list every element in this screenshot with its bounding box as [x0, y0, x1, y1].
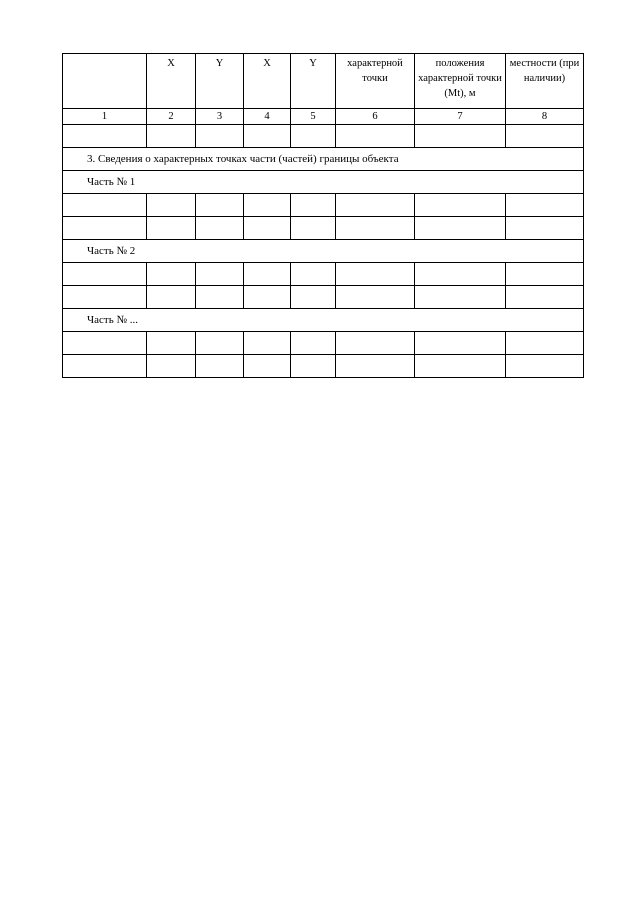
column-number: 2	[147, 109, 196, 125]
section-title-row	[63, 148, 584, 171]
table-cell	[63, 263, 147, 286]
table-cell	[415, 125, 506, 148]
table-cell	[147, 125, 196, 148]
table-cell	[506, 263, 584, 286]
table-row	[63, 194, 584, 217]
table-row	[63, 217, 584, 240]
column-number-row	[63, 109, 584, 125]
table-cell	[196, 332, 244, 355]
table-cell	[196, 286, 244, 309]
table-cell	[244, 217, 291, 240]
coordinates-table	[62, 53, 584, 378]
table-cell	[196, 263, 244, 286]
table-cell	[506, 286, 584, 309]
table-row	[63, 286, 584, 309]
table-cell	[196, 125, 244, 148]
table-cell	[147, 355, 196, 378]
table-cell	[506, 217, 584, 240]
column-number: 8	[506, 109, 584, 125]
table-cell	[291, 286, 336, 309]
table-cell	[63, 217, 147, 240]
table-cell	[147, 286, 196, 309]
table-cell	[415, 217, 506, 240]
table-row	[63, 125, 584, 148]
table-cell	[336, 332, 415, 355]
part-label: Часть № 1	[63, 171, 584, 194]
column-number: 4	[244, 109, 291, 125]
table-row	[63, 263, 584, 286]
header-cell: Y	[291, 54, 336, 109]
table-cell	[196, 355, 244, 378]
table-cell	[506, 355, 584, 378]
header-cell: местности (при наличии)	[506, 54, 584, 109]
table-cell	[244, 355, 291, 378]
table-cell	[244, 332, 291, 355]
table-cell	[415, 263, 506, 286]
header-cell: X	[147, 54, 196, 109]
table-cell	[415, 332, 506, 355]
table-cell	[291, 194, 336, 217]
table-cell	[196, 217, 244, 240]
table-cell	[147, 332, 196, 355]
column-number: 5	[291, 109, 336, 125]
header-cell	[63, 54, 147, 109]
table-cell	[291, 217, 336, 240]
table-cell	[506, 332, 584, 355]
section-title: 3. Сведения о характерных точках части (частей) границы объекта	[63, 148, 584, 171]
column-number: 7	[415, 109, 506, 125]
table-cell	[147, 263, 196, 286]
table-cell	[506, 125, 584, 148]
table-cell	[244, 194, 291, 217]
table-cell	[63, 355, 147, 378]
table-cell	[291, 263, 336, 286]
table-cell	[336, 263, 415, 286]
table-cell	[291, 332, 336, 355]
header-cell: характерной точки	[336, 54, 415, 109]
table-cell	[147, 217, 196, 240]
table-cell	[336, 194, 415, 217]
table-cell	[63, 286, 147, 309]
table-cell	[291, 355, 336, 378]
header-cell: X	[244, 54, 291, 109]
table-cell	[63, 332, 147, 355]
table-cell	[291, 125, 336, 148]
part-label-row	[63, 240, 584, 263]
table-cell	[147, 194, 196, 217]
column-number: 6	[336, 109, 415, 125]
part-label-row	[63, 171, 584, 194]
table-cell	[63, 125, 147, 148]
header-cell: положения характерной точки (Mt), м	[415, 54, 506, 109]
header-cell: Y	[196, 54, 244, 109]
table-cell	[506, 194, 584, 217]
part-label: Часть № 2	[63, 240, 584, 263]
column-number: 1	[63, 109, 147, 125]
table-cell	[244, 125, 291, 148]
table-cell	[336, 217, 415, 240]
part-label-row	[63, 309, 584, 332]
table-cell	[63, 194, 147, 217]
table-cell	[244, 286, 291, 309]
table-cell	[415, 194, 506, 217]
table-cell	[415, 286, 506, 309]
table-header-row	[63, 54, 584, 109]
table-cell	[244, 263, 291, 286]
table-row	[63, 332, 584, 355]
table-cell	[415, 355, 506, 378]
column-number: 3	[196, 109, 244, 125]
part-label: Часть № ...	[63, 309, 584, 332]
table-cell	[196, 194, 244, 217]
table-cell	[336, 355, 415, 378]
table-cell	[336, 286, 415, 309]
table-cell	[336, 125, 415, 148]
table-row	[63, 355, 584, 378]
